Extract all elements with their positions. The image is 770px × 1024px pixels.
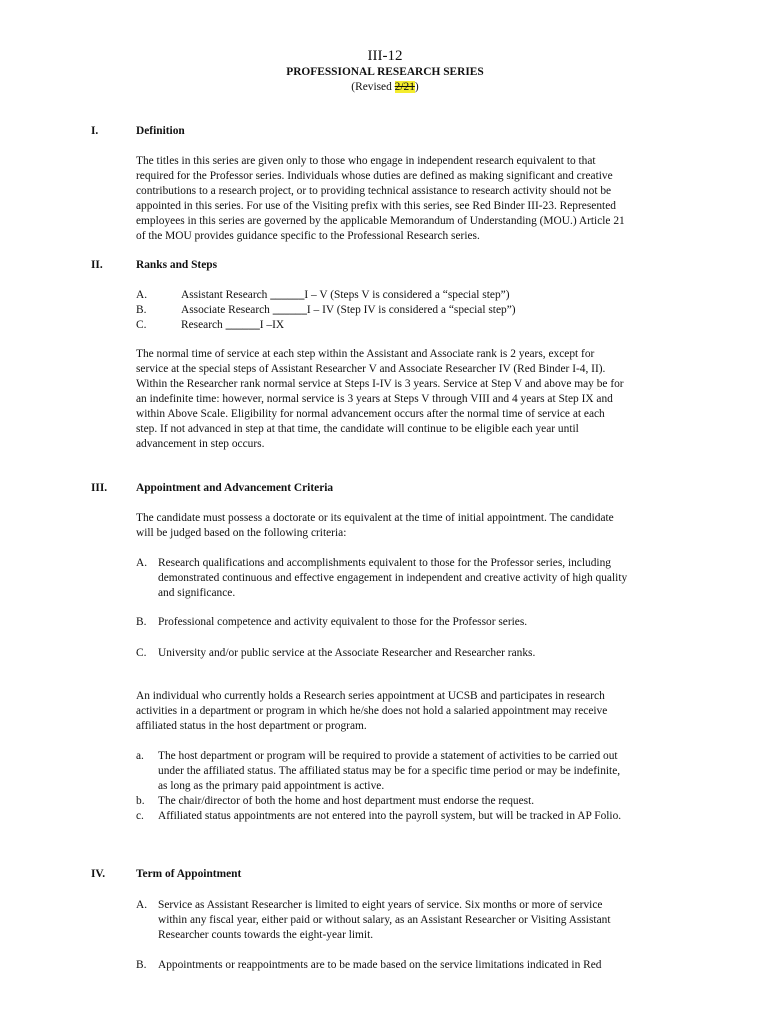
rank-item [181, 303, 516, 318]
rank-letter: A. [136, 289, 148, 301]
term-line: Service as Assistant Researcher is limited to eight years of service. Six months or more of service [158, 899, 603, 911]
criteria-item-a [158, 556, 678, 601]
rank-letter: C. [136, 319, 147, 331]
section-title-definition: Definition [136, 125, 185, 137]
definition-line: employees in this series are governed by the applicable Memorandum of Understanding (MOU.) Article 21 [136, 215, 625, 227]
criteria-line: and significance. [158, 587, 236, 599]
criteria-item-b [158, 615, 678, 630]
document-title: PROFESSIONAL RESEARCH SERIES [286, 66, 484, 78]
term-item-a [158, 898, 678, 943]
rank-letter: B. [136, 304, 147, 316]
affiliated-line: An individual who currently holds a Research series appointment at UCSB and participates in research [136, 690, 605, 702]
sub-item-letter: b. [136, 795, 145, 807]
revised-suffix: ) [414, 81, 419, 93]
document-code: III-12 [367, 48, 403, 64]
rank-name: Research [181, 319, 226, 331]
ranks-line: step. If not advanced in step at that time, the candidate will continue to be eligible each year until [136, 423, 579, 435]
section-number-1: I. [91, 125, 99, 137]
definition-line: appointed in this series. For use of the Visiting prefix with this series, see Red Binder III-23. Represented [136, 200, 616, 212]
rank-name: Associate Research [181, 304, 273, 316]
rank-blank: ______ [272, 304, 307, 316]
definition-line: required for the Professor series. Individuals whose duties are defined as making significant and creative [136, 170, 613, 182]
term-item-b [158, 958, 678, 973]
criteria-line: Professional competence and activity equivalent to those for the Professor series. [158, 616, 528, 628]
revised-date-highlight: 2/21 [394, 81, 415, 93]
affiliated-line: activities in a department or program in which he/she does not hold a salaried appointment may receive [136, 705, 608, 717]
definition-paragraph [136, 154, 656, 244]
affiliated-line: affiliated status in the host department or program. [136, 720, 367, 732]
term-line: within any fiscal year, either paid or without salary, as an Assistant Researcher or Visiting Assistant [158, 914, 611, 926]
sub-item-line: Affiliated status appointments are not entered into the payroll system, but will be tracked in AP Folio. [158, 810, 622, 822]
criteria-line: University and/or public service at the Associate Researcher and Researcher ranks. [158, 647, 536, 659]
rank-item [181, 288, 509, 303]
sub-item-line: as long as the primary paid appointment is active. [158, 780, 385, 792]
criteria-intro-line: will be judged based on the following criteria: [136, 527, 347, 539]
revised-prefix: (Revised [351, 81, 395, 93]
rank-blank: ______ [225, 319, 260, 331]
term-letter: B. [136, 959, 147, 971]
revised-line [0, 80, 770, 95]
section-number-3: III. [91, 482, 108, 494]
criteria-line: demonstrated continuous and effective engagement in independent and creative activity of high quality [158, 572, 628, 584]
sub-item-b [158, 794, 678, 809]
affiliated-paragraph [136, 689, 656, 734]
section-number-2: II. [91, 259, 103, 271]
criteria-letter: B. [136, 616, 147, 628]
sub-item-c [158, 809, 718, 824]
criteria-letter: A. [136, 557, 148, 569]
sub-item-line: The chair/director of both the home and host department must endorse the request. [158, 795, 535, 807]
rank-blank: ______ [270, 289, 305, 301]
sub-item-letter: c. [136, 810, 144, 822]
definition-line: of the MOU provides guidance specific to the Professional Research series. [136, 230, 480, 242]
ranks-paragraph [136, 347, 656, 452]
criteria-item-c [158, 646, 678, 661]
definition-line: contributions to a research project, or to providing technical assistance to research activity should not be [136, 185, 612, 197]
rank-steps: I – IV (Step IV is considered a “special step”) [306, 304, 516, 316]
ranks-line: an indefinite time: however, normal service is 3 years at Steps V through VIII and 4 years at Step IX and [136, 393, 613, 405]
rank-steps: I – V (Steps V is considered a “special step”) [304, 289, 510, 301]
section-title-criteria: Appointment and Advancement Criteria [136, 482, 334, 494]
criteria-letter: C. [136, 647, 147, 659]
criteria-line: Research qualifications and accomplishments equivalent to those for the Professor series, including [158, 557, 611, 569]
criteria-intro [136, 511, 656, 541]
sub-item-letter: a. [136, 750, 144, 762]
term-line: Researcher counts towards the eight-year limit. [158, 929, 374, 941]
ranks-line: service at the special steps of Assistant Researcher V and Associate Researcher IV (Red Binder I-4, II). [136, 363, 606, 375]
rank-item [181, 318, 284, 333]
criteria-intro-line: The candidate must possess a doctorate or its equivalent at the time of initial appointment. The candidate [136, 512, 614, 524]
ranks-line: Within the Researcher rank normal service at Steps I-IV is 3 years. Service at Step V and above may be for [136, 378, 624, 390]
term-letter: A. [136, 899, 148, 911]
rank-name: Assistant Research [181, 289, 271, 301]
ranks-line: advancement in step occurs. [136, 438, 265, 450]
term-line: Appointments or reappointments are to be made based on the service limitations indicated in Red [158, 959, 602, 971]
ranks-line: within Above Scale. Eligibility for normal advancement occurs after the normal time of service at each [136, 408, 605, 420]
sub-item-line: under the affiliated status. The affiliated status may be for a specific time period or may be indefinite, [158, 765, 621, 777]
sub-item-line: The host department or program will be required to provide a statement of activities to be carried out [158, 750, 618, 762]
rank-steps: I –IX [259, 319, 285, 331]
ranks-line: The normal time of service at each step within the Assistant and Associate rank is 2 years, except for [136, 348, 595, 360]
definition-line: The titles in this series are given only to those who engage in independent research equivalent to that [136, 155, 596, 167]
sub-item-a [158, 749, 678, 794]
section-number-4: IV. [91, 868, 106, 880]
section-title-ranks: Ranks and Steps [136, 259, 218, 271]
section-title-term: Term of Appointment [136, 868, 242, 880]
